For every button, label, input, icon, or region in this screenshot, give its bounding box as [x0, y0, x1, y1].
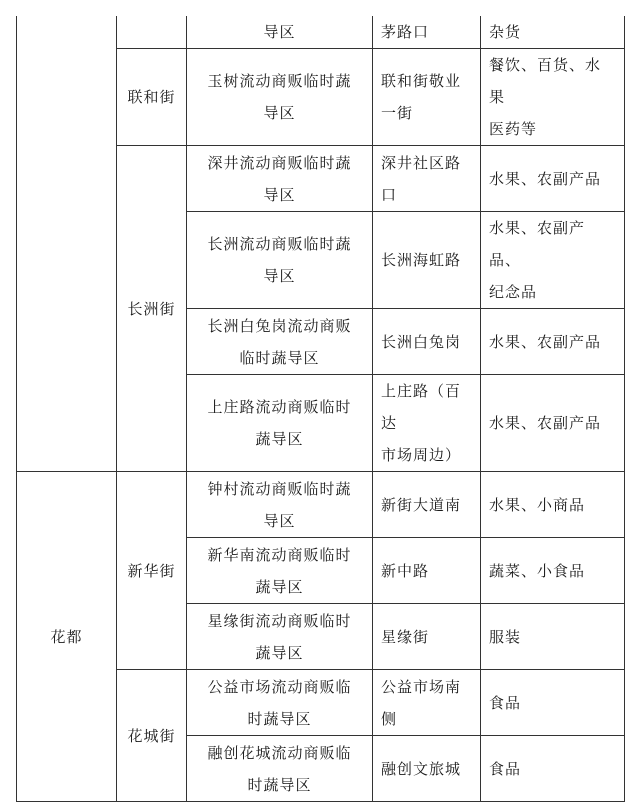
location-line: 口 [381, 185, 398, 204]
zone-cell [187, 472, 373, 538]
zone-cell [187, 604, 373, 670]
street-cell [117, 670, 187, 802]
table-row [17, 16, 625, 49]
location-line: 侧 [381, 709, 398, 728]
location-line: 上庄路（百达 [381, 382, 462, 432]
goods-cell [481, 309, 625, 375]
goods-line: 蔬菜、小食品 [489, 561, 586, 580]
location-cell [373, 604, 481, 670]
goods-line: 水果、农副产品、 [489, 219, 586, 269]
goods-cell [481, 472, 625, 538]
market-zone-table [16, 16, 625, 802]
zone-line: 时蔬导区 [247, 775, 312, 794]
location-cell [373, 538, 481, 604]
street-cell [117, 146, 187, 472]
location-cell [373, 49, 481, 146]
location-cell [373, 736, 481, 802]
zone-cell [187, 212, 373, 309]
zone-line: 长洲白兔岗流动商贩 [207, 316, 352, 335]
zone-line: 蔬导区 [255, 577, 304, 596]
zone-line: 钟村流动商贩临时蔬 [207, 479, 352, 498]
goods-line: 餐饮、百货、水果 [489, 56, 602, 106]
zone-line: 玉树流动商贩临时蔬 [207, 72, 352, 90]
goods-cell [481, 736, 625, 802]
zone-cell [187, 16, 373, 49]
zone-line: 公益市场流动商贩临 [207, 677, 352, 696]
zone-line: 时蔬导区 [247, 709, 312, 728]
street-cell [117, 472, 187, 670]
zone-line: 长洲流动商贩临时蔬 [207, 235, 352, 253]
zone-line: 导区 [263, 267, 296, 285]
zone-cell [187, 309, 373, 375]
zone-line: 临时蔬导区 [239, 348, 320, 367]
goods-cell [481, 375, 625, 472]
zone-line: 导区 [263, 185, 296, 204]
zone-line: 深井流动商贩临时蔬 [207, 153, 352, 172]
goods-cell [481, 49, 625, 146]
goods-cell [481, 538, 625, 604]
street-cell [117, 49, 187, 146]
goods-cell [481, 16, 625, 49]
district-name: 花都 [50, 627, 83, 646]
location-line: 长洲白兔岗 [381, 332, 462, 351]
location-cell [373, 472, 481, 538]
goods-line: 食品 [489, 693, 522, 712]
zone-line: 导区 [263, 23, 296, 41]
goods-line: 水果、农副产品 [489, 414, 602, 432]
location-cell [373, 212, 481, 309]
zone-line: 新华南流动商贩临时 [207, 545, 352, 564]
street-name: 新华街 [127, 561, 176, 580]
zone-cell [187, 670, 373, 736]
zone-cell [187, 538, 373, 604]
goods-cell [481, 670, 625, 736]
goods-line: 水果、农副产品 [489, 332, 602, 351]
district-cell [17, 472, 117, 802]
goods-line: 医药等 [489, 120, 538, 138]
location-line: 深井社区路 [381, 153, 462, 172]
location-line: 市场周边） [381, 446, 462, 464]
goods-line: 服装 [489, 627, 522, 646]
location-line: 星缘街 [381, 627, 430, 646]
goods-line: 杂货 [489, 23, 522, 41]
goods-line: 食品 [489, 759, 522, 778]
street-cell [117, 16, 187, 49]
goods-line: 水果、农副产品 [489, 169, 602, 188]
zone-cell [187, 375, 373, 472]
goods-cell [481, 604, 625, 670]
zone-line: 蔬导区 [255, 643, 304, 662]
location-line: 融创文旅城 [381, 759, 462, 778]
zone-line: 导区 [263, 104, 296, 122]
location-line: 一街 [381, 104, 414, 122]
zone-cell [187, 146, 373, 212]
goods-cell [481, 212, 625, 309]
zone-cell [187, 736, 373, 802]
location-cell [373, 146, 481, 212]
location-line: 联和街敬业 [381, 72, 462, 90]
zone-cell [187, 49, 373, 146]
zone-line: 导区 [263, 511, 296, 530]
zone-line: 上庄路流动商贩临时 [207, 398, 352, 416]
location-line: 新中路 [381, 561, 430, 580]
zone-line: 星缘街流动商贩临时 [207, 611, 352, 630]
zone-line: 蔬导区 [255, 430, 304, 448]
location-cell [373, 309, 481, 375]
location-line: 茅路口 [381, 23, 430, 41]
table-row [17, 472, 625, 538]
location-cell [373, 375, 481, 472]
location-cell [373, 670, 481, 736]
zone-line: 融创花城流动商贩临 [207, 743, 352, 762]
goods-line: 水果、小商品 [489, 495, 586, 514]
goods-cell [481, 146, 625, 212]
district-cell [17, 16, 117, 472]
street-name: 花城街 [127, 726, 176, 745]
location-cell [373, 16, 481, 49]
goods-line: 纪念品 [489, 283, 538, 301]
street-name: 长洲街 [127, 299, 176, 318]
location-line: 新街大道南 [381, 495, 462, 514]
location-line: 公益市场南 [381, 677, 462, 696]
street-name: 联和街 [127, 88, 176, 106]
location-line: 长洲海虹路 [381, 251, 462, 269]
